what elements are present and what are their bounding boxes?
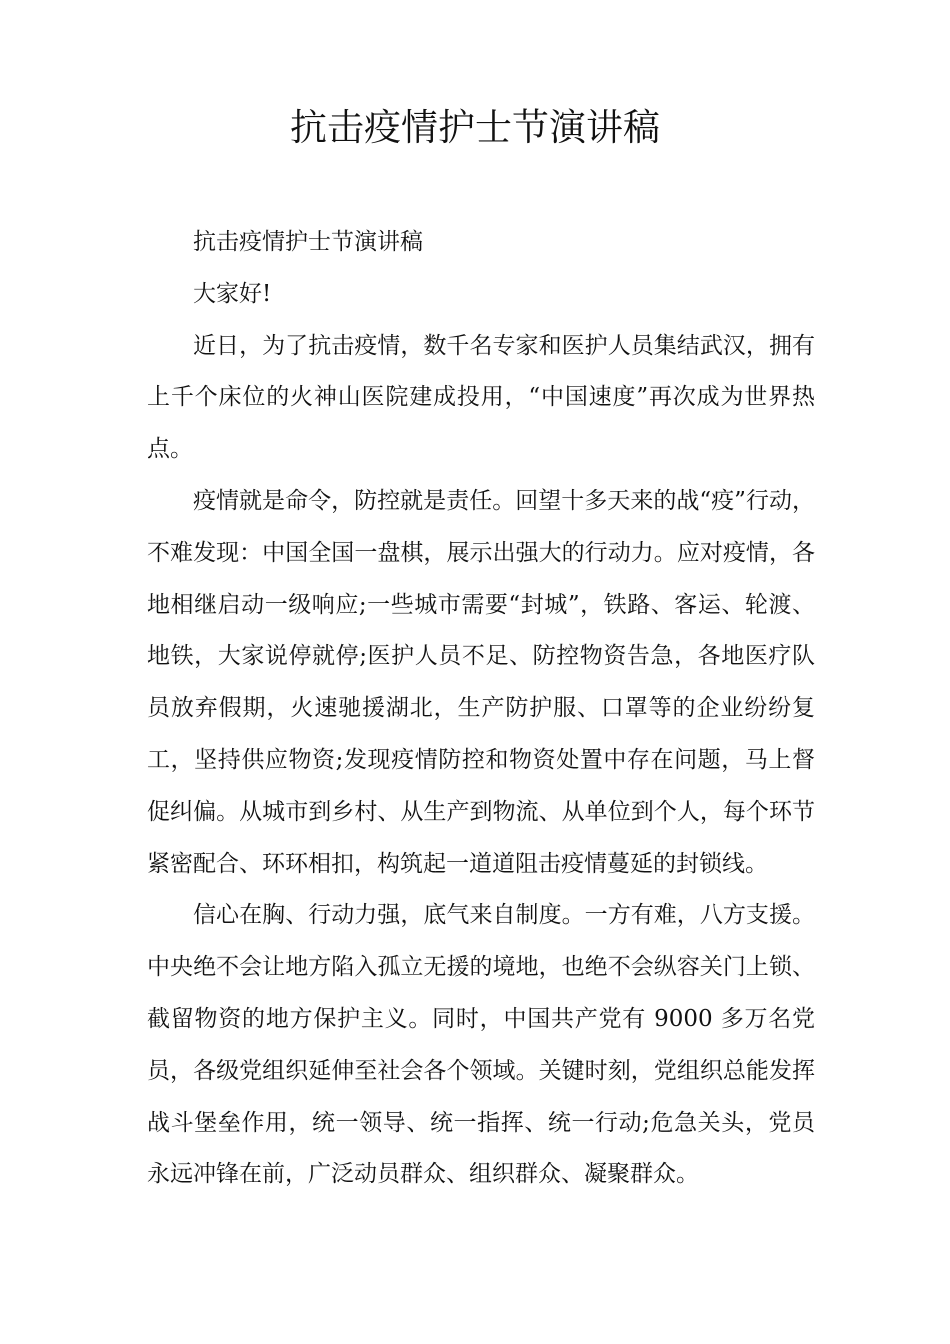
subtitle-paragraph: 抗击疫情护士节演讲稿 [193, 229, 423, 255]
greeting-paragraph: 大家好! [193, 280, 272, 307]
document-body [147, 217, 815, 1201]
body-paragraph: 近日，为了抗击疫情，数千名专家和医护人员集结武汉，拥有上千个床位的火神山医院建成投用，“中国速度”再次成为世界热点。 [147, 332, 815, 463]
document-title: 抗击疫情护士节演讲稿 [290, 106, 660, 149]
body-paragraph: 疫情就是命令，防控就是责任。回望十多天来的战“疫”行动，不难发现：中国全国一盘棋，展示出强大的行动力。应对疫情，各地相继启动一级响应;一些城市需要“封城”，铁路、客运、轮渡、地铁，大家说停就停;医护人员不足、防控物资告急，各地医疗队员放弃假期，火速驰援湖北，生产防护服、口罩等的企业纷纷复工，坚持供应物资;发现疫情防控和物资处置中存在问题，马上督促纠偏。从城市到乡村、从生产到物流、从单位到个人，每个环节紧密配合、环环相扣，构筑起一道道阻击疫情蔓延的封锁线。 [147, 487, 815, 877]
body-paragraph: 信心在胸、行动力强，底气来自制度。一方有难，八方支援。中央绝不会让地方陷入孤立无援的境地，也绝不会纵容关门上锁、截留物资的地方保护主义。同时，中国共产党有 9000 多万名党员，各级党组织延伸至社会各个领域。关键时刻，党组织总能发挥战斗堡垒作用，统一领导、统一指挥、统一行动;危急关头，党员永远冲锋在前，广泛动员群众、组织群众、凝聚群众。 [147, 902, 815, 1188]
